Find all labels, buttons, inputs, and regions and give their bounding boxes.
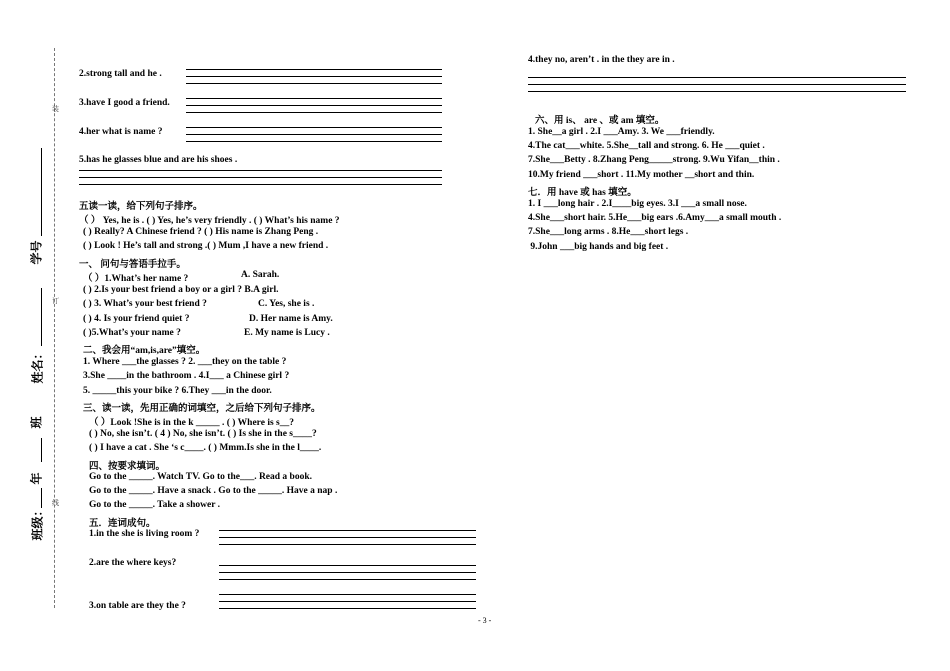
section-3-title: 三、读一读，先用正确的词填空，之后给下列句子排序。 — [83, 404, 321, 414]
word-order-q3: 3.on table are they the ? — [89, 601, 186, 611]
name-line — [41, 288, 42, 346]
answer-line[interactable] — [219, 544, 476, 545]
answer-line[interactable] — [186, 69, 442, 70]
match-a4: D. Her name is Amy. — [249, 314, 333, 324]
answer-line[interactable] — [186, 76, 442, 77]
answer-line[interactable] — [219, 601, 476, 602]
match-a5: E. My name is Lucy . — [244, 328, 330, 338]
be-line-1: 1. She__a girl . 2.I ___Amy. 3. We ___friendly. — [528, 127, 715, 137]
grade-label: 年 — [29, 472, 44, 485]
class-grade-label: 班级： — [30, 504, 45, 541]
match-q2: ( ) 2.Is your best friend a boy or a girl ? B.A girl. — [83, 285, 279, 295]
read-line-3: ( ) Look ! He’s tall and strong .( ) Mum ,I have a new friend . — [83, 241, 329, 251]
name-label: 姓名： — [30, 347, 45, 384]
answer-line[interactable] — [219, 608, 476, 609]
match-q3: ( ) 3. What’s your best friend ? — [83, 299, 207, 309]
answer-line[interactable] — [186, 105, 442, 106]
goto-line-3: Go to the _____. Take a shower . — [89, 500, 220, 510]
section-read-title: 五读一读，给下列句子排序。 — [79, 202, 203, 212]
be-line-3: 7.She___Betty . 8.Zhang Peng_____strong. 9.Wu Yifan__thin . — [528, 155, 780, 165]
answer-line[interactable] — [528, 84, 906, 85]
section-7-title: 七．用 have 或 has 填空。 — [528, 188, 637, 198]
be-line-4: 10.My friend ___short . 11.My mother __short and thin. — [528, 170, 755, 180]
binding-mark-ding: 订 — [52, 297, 59, 305]
question-4: 4.her what is name ? — [79, 127, 163, 137]
answer-line[interactable] — [186, 134, 442, 135]
be-line-2: 4.The cat___white. 5.She__tall and strong. 6. He ___quiet . — [528, 141, 765, 151]
section-6-title: 六、用 is、 are 、或 am 填空。 — [535, 116, 665, 126]
answer-line[interactable] — [186, 127, 442, 128]
reorder-line-1: （ ）Look !She is in the k _____ . ( ) Where is s__? — [89, 418, 294, 428]
match-q4: ( ) 4. Is your friend quiet ? — [83, 314, 190, 324]
read-line-1: （ ） Yes, he is . ( ) Yes, he’s very friendly . ( ) What’s his name ? — [79, 216, 340, 226]
reorder-line-2: ( ) No, she isn’t. ( 4 ) No, she isn’t. ( ) Is she in the s____? — [89, 429, 317, 439]
answer-line[interactable] — [186, 112, 442, 113]
binding-mark-zhuang: 装 — [52, 105, 59, 113]
question-2: 2.strong tall and he . — [79, 69, 162, 79]
question-3: 3.have I good a friend. — [79, 98, 170, 108]
answer-line[interactable] — [219, 537, 476, 538]
answer-line[interactable] — [528, 77, 906, 78]
section-5-title: 五．连词成句。 — [89, 519, 156, 529]
section-4-title: 四、按要求填词。 — [89, 462, 166, 472]
match-a1: A. Sarah. — [241, 270, 280, 280]
fill-line-1: 1. Where ___the glasses ? 2. ___they on the table ? — [83, 357, 287, 367]
answer-line[interactable] — [79, 177, 442, 178]
fill-line-3: 5. _____this your bike ? 6.They ___in the door. — [83, 386, 272, 396]
answer-line[interactable] — [219, 530, 476, 531]
reorder-line-3: ( ) I have a cat . She ‘s c____. ( ) Mmm.Is she in the l____. — [89, 443, 322, 453]
student-id-label: 学号 — [29, 240, 44, 265]
have-line-1: 1. I ___long hair . 2.I____big eyes. 3.I ___a small nose. — [528, 199, 747, 209]
answer-line[interactable] — [186, 141, 442, 142]
question-5: 5.has he glasses blue and are his shoes . — [79, 155, 238, 165]
answer-line[interactable] — [528, 91, 906, 92]
answer-line[interactable] — [219, 565, 476, 566]
read-line-2: ( ) Really? A Chinese friend ? ( ) His name is Zhang Peng . — [83, 227, 319, 237]
section-2-title: 二、我会用“am,is,are”填空。 — [83, 346, 206, 356]
answer-line[interactable] — [79, 184, 442, 185]
binding-line — [54, 48, 55, 608]
match-q1: （ ）1.What’s her name ? — [83, 274, 189, 284]
answer-line[interactable] — [79, 170, 442, 171]
word-order-q1: 1.in the she is living room ? — [89, 529, 200, 539]
student-id-line — [41, 148, 42, 236]
class-line — [41, 438, 42, 462]
match-q5: ( )5.What’s your name ? — [83, 328, 181, 338]
answer-line[interactable] — [186, 83, 442, 84]
binding-mark-xian: 线 — [52, 499, 59, 507]
right-question-4: 4.they no, aren’t . in the they are in . — [528, 55, 675, 65]
answer-line[interactable] — [219, 572, 476, 573]
answer-line[interactable] — [219, 579, 476, 580]
class-label: 班 — [29, 416, 44, 429]
have-line-2: 4.She___short hair. 5.He___big ears .6.Amy___a small mouth . — [528, 213, 782, 223]
fill-line-2: 3.She ____in the bathroom . 4.I___ a Chinese girl ? — [83, 371, 290, 381]
match-a3: C. Yes, she is . — [258, 299, 315, 309]
answer-line[interactable] — [219, 594, 476, 595]
word-order-q2: 2.are the where keys? — [89, 558, 177, 568]
section-1-title: 一、 问句与答语手拉手。 — [79, 260, 186, 270]
answer-line[interactable] — [186, 98, 442, 99]
have-line-4: 9.John ___big hands and big feet . — [528, 242, 669, 252]
have-line-3: 7.She___long arms . 8.He___short legs . — [528, 227, 689, 237]
goto-line-2: Go to the _____. Have a snack . Go to the _____. Have a nap . — [89, 486, 338, 496]
goto-line-1: Go to the _____. Watch TV. Go to the___. Read a book. — [89, 472, 313, 482]
page-number: - 3 - — [478, 616, 492, 625]
